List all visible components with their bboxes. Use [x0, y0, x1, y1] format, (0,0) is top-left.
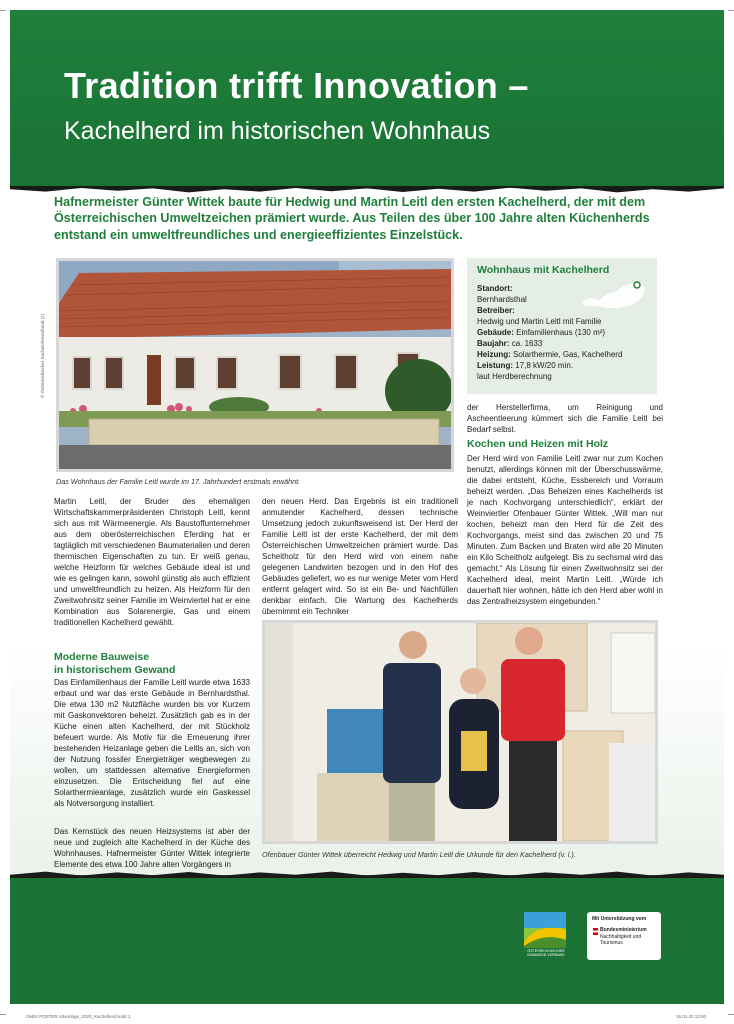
crop-mark [0, 1014, 6, 1015]
house-photo-caption: Das Wohnhaus der Familie Leitl wurde im 17. Jahrhundert erstmals erwähnt. [56, 477, 301, 486]
award-illustration [265, 623, 655, 841]
house-photo [56, 258, 454, 472]
leistung-note: laut Herdberechnung [477, 372, 552, 381]
leistung-label: Leistung: [477, 361, 513, 370]
support-box [587, 912, 661, 960]
ministry-name: Bundesministerium Nachhaltigkeit und Tourismus [600, 927, 647, 946]
col1-paragraph-1: Martin Leitl, der Bruder des ehemaligen Wirtschaftskammerpräsidenten Christoph Leitl, kennt sich aus mit Wärmeenergie. Als Baustoffunternehmer aus dem oberösterreichischen Eferding hat er tagtäglich mit verschiedenen Baumaterialien und deren thermischen Eigenschaften zu tun. Er weiß genau, welche Heizform für welches Gebäude ideal ist und wie es gelingen kann, sowohl günstig als auch effizient und umweltfreundlich zu heizen. Als Heizform für den Zweitwohnsitz seiner Familie im Weinviertel hat er eine Kombination aus Solarenergie, Gas und einem traditionellen Kachelherd gewählt. [54, 497, 250, 627]
col3-paragraph-1: der Herstellerfirma, um Reinigung und Ascheentleerung kümmert sich die Familie Leitl bei Bedarf selbst. [467, 403, 663, 434]
biomasse-verband-text: ÖSTERREICHISCHER BIOMASSE-VERBAND [527, 949, 565, 958]
print-slug-file: OeBV POSTER A0vorlage_2020_Kachelherd.indd 1 [26, 1014, 131, 1019]
leistung-value: 17,8 kW/20 min. [515, 361, 574, 370]
austria-flag-icon [593, 928, 598, 935]
print-slug-date: 16.01.20 13:00 [676, 1014, 707, 1019]
photo-credit: © Österreichischer Kachelofenverband (2) [40, 313, 45, 398]
biomasse-verband-logo [524, 912, 566, 948]
header-band [10, 10, 724, 188]
col1-paragraph-2: Das Einfamilienhaus der Familie Leitl wurde etwa 1633 erbaut und war das erste Gebäude in Bernhardsthal. Die etwa 130 m2 Nutzfläche wurden bis vor Kurzem mit Gaskonvektoren beheizt. Zusätzlich gab es in der Küche einen alten Kachelherd, der mit Stückholz befeuert wurde. Als Motiv für die Erneuerung ihrer bestehenden Heizanlage geben die Leitls an, sich von der Nutzung fossiler Energieträger wegbewegen zu wollen, um stattdessen alternative Energieformen einzusetzen. Die Entscheidung fiel auf eine Solarthermieanlage, zusätzlich wurde ein Gaskessel als Notversorgung installiert. [54, 678, 250, 808]
betreiber-value: Hedwig und Martin Leitl mit Familie [477, 317, 602, 326]
heizung-label: Heizung: [477, 350, 511, 359]
column-1 [54, 496, 250, 628]
award-photo [262, 620, 658, 844]
austria-map-icon [579, 276, 649, 316]
crop-mark [728, 10, 734, 11]
section-heading-line-2: in historischem Gewand [54, 664, 176, 676]
column-3-section [467, 438, 663, 607]
lead-paragraph: Hafnermeister Günter Wittek baute für Hedwig und Martin Leitl den ersten Kachelherd, der mit dem Österreichischen Umweltzeichen prämiert wurde. Aus Teilen des über 100 Jahre alten Küchenherds entstand ein umweltfreundliches und energieeffizientes Einzelstück. [54, 195, 650, 242]
info-box-title: Wohnhaus mit Kachelherd [477, 264, 610, 276]
baujahr-value: ca. 1633 [511, 339, 543, 348]
column-1-end [54, 826, 250, 870]
crop-mark [0, 10, 6, 11]
award-photo-caption: Ofenbauer Günter Wittek überreicht Hedwig und Martin Leitl die Urkunde für den Kachelherd (v. l.). [262, 850, 576, 859]
crop-mark [728, 1014, 734, 1015]
gebaeude-value: Einfamilienhaus (130 m²) [516, 328, 606, 337]
gebaeude-label: Gebäude: [477, 328, 514, 337]
column-1-section [54, 651, 250, 809]
col1-paragraph-3: Das Kernstück des neuen Heizsystems ist aber der neue und zugleich alte Kachelherd in der Küche des Wohnhauses. Hafnermeister Günter Wittek integrierte Elemente des etwa 100 Jahre alten Vorgängers in [54, 827, 250, 869]
column-2 [262, 496, 458, 617]
support-title: Mit Unterstützung vom [592, 916, 647, 922]
page-title: Tradition trifft Innovation – [64, 65, 529, 106]
column-3 [467, 402, 663, 435]
col3-paragraph-2: Der Herd wird von Familie Leitl zwar nur zum Kochen benutzt, allerdings können mit der Überschusswärme, die dabei entsteht, Küche, Essbereich und Vorraum beheizt werden. „Das Beheizen eines Kachelherds ist je nach Kochvorgang unterschiedlich“, erklärt der Weinviertler Ofenbauer Günter Wittek. „Will man nur kochen, beheizt man den Herd für die Zeit des Kochvorgangs, meist sind das zwischen 20 und 75 Minuten. Zum Backen und Braten wird alle 20 Minuten ein Kilo Scheitholz aufgelegt. Bis zu sechsmal wird das gemacht.“ Als Lösung für einen Zweitwohnsitz sei der Kachelherd ideal, meint Martin Leitl. „Würde ich dauerhaft hier wohnen, hätte ich den Herd aber wohl in das Zentralheizsystem eingebunden.“ [467, 454, 663, 606]
section-heading-kochen: Kochen und Heizen mit Holz [467, 438, 609, 450]
betreiber-label: Betreiber: [477, 306, 515, 315]
page-subtitle: Kachelherd im historischen Wohnhaus [64, 117, 491, 145]
standort-value: Bernhardsthal [477, 295, 527, 304]
baujahr-label: Baujahr: [477, 339, 510, 348]
info-box [467, 258, 657, 394]
heizung-value: Solarthermie, Gas, Kachelherd [513, 350, 623, 359]
house-illustration [59, 261, 451, 469]
standort-label: Standort: [477, 284, 513, 293]
col2-paragraph-1: den neuen Herd. Das Ergebnis ist ein traditionell anmutender Kachelherd, dessen technische Umsetzung jedoch zukunftsweisend ist. Der Herd der Familie Leitl ist der erste Kachelherd, der mit dem Österreichischen Umweltzeichen prämiert wurde. Das Scheitholz für den Herd wird von einem nahe gelegenen Landwirten bezogen und in den Hof des Gebäudes geliefert, wo es nur wenige Meter vom Herd entfernt gelagert wird. So ist ein Be- und Nachfüllen denkbar einfach. Die Wartung des Kachelherds übernimmt ein Techniker [262, 497, 458, 616]
section-heading-line-1: Moderne Bauweise [54, 651, 150, 663]
